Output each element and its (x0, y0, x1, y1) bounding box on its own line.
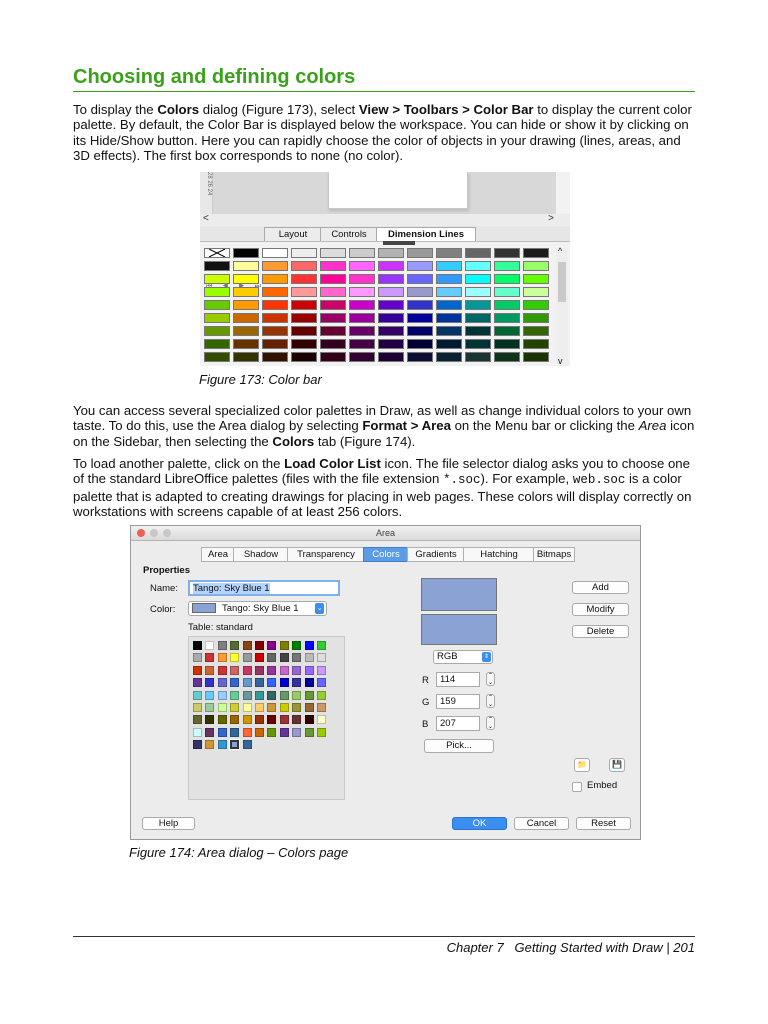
color-swatch[interactable] (494, 339, 520, 349)
color-swatch[interactable] (262, 274, 288, 284)
old-color-preview (421, 578, 497, 611)
delete-button[interactable]: Delete (572, 625, 629, 638)
color-swatch[interactable] (204, 274, 230, 284)
color-table-swatch[interactable] (317, 666, 326, 675)
color-swatch[interactable] (262, 326, 288, 336)
color-table-swatch[interactable] (243, 691, 252, 700)
color-table-swatch[interactable] (255, 703, 264, 712)
color-swatch[interactable] (494, 248, 520, 258)
b-input[interactable]: 207 (436, 716, 480, 731)
color-swatch[interactable] (465, 326, 491, 336)
new-color-preview (421, 614, 497, 645)
color-table-swatch[interactable] (292, 653, 301, 662)
color-table-swatch[interactable] (267, 703, 276, 712)
color-table-swatch[interactable] (255, 641, 264, 650)
color-table-swatch[interactable] (243, 728, 252, 737)
color-swatch[interactable] (262, 313, 288, 323)
color-swatch[interactable] (523, 339, 549, 349)
color-table-swatch[interactable] (292, 715, 301, 724)
color-table-swatch[interactable] (205, 703, 214, 712)
paragraph-color-bar: To display the Colors dialog (Figure 173), select View > Toolbars > Color Bar to display the current color palette. By default, the Color Bar is displayed below the workspace. You can hide or show it by clicking on its Hide/Show button. Here you can rapidly choose the color of objects in your drawing (lines, areas, and 3D effects). The first box corresponds to none (no color). (73, 102, 692, 164)
color-swatch[interactable] (320, 313, 346, 323)
color-swatch[interactable] (523, 287, 549, 297)
b-spinner-icon[interactable]: ⌃ ⌄ (487, 717, 494, 730)
color-table-swatch[interactable] (243, 715, 252, 724)
save-color-list-icon[interactable]: 💾 (609, 758, 625, 772)
color-swatch[interactable] (378, 300, 404, 310)
color-swatch[interactable] (233, 313, 259, 323)
layer-tabs (200, 226, 570, 290)
color-swatch[interactable] (349, 300, 375, 310)
color-swatch[interactable] (407, 339, 433, 349)
color-table-swatch[interactable] (280, 715, 289, 724)
color-swatch[interactable] (233, 352, 259, 362)
g-spinner-icon[interactable]: ⌃ ⌄ (487, 695, 494, 708)
footer-title: Getting Started with Draw (514, 940, 663, 955)
color-table-swatch[interactable] (267, 728, 276, 737)
color-table-swatch[interactable] (218, 715, 227, 724)
color-swatch[interactable] (494, 313, 520, 323)
color-table-swatch[interactable] (230, 653, 239, 662)
color-table-swatch[interactable] (292, 641, 301, 650)
tab-area[interactable]: Area (201, 547, 235, 562)
load-color-list-icon[interactable]: 📁 (574, 758, 590, 772)
color-swatch[interactable] (407, 300, 433, 310)
color-table-swatch[interactable] (280, 678, 289, 687)
color-swatch[interactable] (233, 274, 259, 284)
tab-controls[interactable]: Controls (320, 227, 378, 241)
tab-shadow[interactable]: Shadow (233, 547, 289, 562)
zoom-window-icon[interactable] (163, 529, 171, 537)
color-table-swatch[interactable] (205, 728, 214, 737)
color-table-swatch[interactable] (317, 703, 326, 712)
color-table-swatch[interactable] (280, 728, 289, 737)
color-table-swatch[interactable] (218, 666, 227, 675)
color-table-swatch[interactable] (218, 691, 227, 700)
color-table-swatch[interactable] (317, 653, 326, 662)
color-table-swatch[interactable] (267, 653, 276, 662)
vertical-ruler: 28 26 24 (200, 172, 213, 214)
color-table-swatch[interactable] (193, 740, 202, 749)
color-table-swatch[interactable] (280, 641, 289, 650)
color-swatch[interactable] (349, 261, 375, 271)
color-table-swatch[interactable] (317, 728, 326, 737)
color-swatch[interactable] (407, 261, 433, 271)
color-swatch[interactable] (378, 287, 404, 297)
figure-174-caption: Figure 174: Area dialog – Colors page (129, 845, 349, 860)
color-swatch[interactable] (291, 326, 317, 336)
color-swatch[interactable] (204, 261, 230, 271)
ok-button[interactable]: OK (452, 817, 507, 830)
color-table-swatch[interactable] (305, 641, 314, 650)
color-swatch[interactable] (204, 287, 230, 297)
updown-chevron-icon[interactable]: ⇕ (483, 654, 490, 660)
color-swatch[interactable] (204, 339, 230, 349)
color-swatch[interactable] (349, 339, 375, 349)
color-table-swatch[interactable] (243, 703, 252, 712)
color-swatch[interactable] (523, 274, 549, 284)
add-button[interactable]: Add (572, 581, 629, 594)
close-window-icon[interactable] (137, 529, 145, 537)
color-swatch[interactable] (465, 261, 491, 271)
color-table-swatch[interactable] (280, 703, 289, 712)
color-swatch[interactable] (204, 300, 230, 310)
color-swatch[interactable] (436, 287, 462, 297)
color-table-swatch[interactable] (218, 641, 227, 650)
color-swatch[interactable] (436, 274, 462, 284)
color-table-swatch[interactable] (267, 641, 276, 650)
color-swatch[interactable] (291, 300, 317, 310)
color-table-swatch[interactable] (305, 653, 314, 662)
color-swatch[interactable] (320, 339, 346, 349)
color-swatch[interactable] (262, 352, 288, 362)
color-table-swatch[interactable] (205, 653, 214, 662)
color-swatch[interactable] (233, 287, 259, 297)
color-swatch[interactable] (407, 313, 433, 323)
color-swatch[interactable] (233, 261, 259, 271)
color-swatch[interactable] (378, 326, 404, 336)
color-swatch[interactable] (320, 248, 346, 258)
tab-bitmaps[interactable]: Bitmaps (533, 547, 575, 562)
tab-layout[interactable]: Layout (264, 227, 322, 241)
color-swatch[interactable] (407, 248, 433, 258)
tab-dimension-lines[interactable]: Dimension Lines (376, 227, 476, 241)
color-swatch[interactable] (320, 261, 346, 271)
color-dropdown-swatch (192, 603, 216, 613)
color-swatch[interactable] (291, 261, 317, 271)
color-table-swatch[interactable] (267, 715, 276, 724)
color-table-swatch[interactable] (292, 703, 301, 712)
color-swatch[interactable] (465, 300, 491, 310)
color-swatch[interactable] (378, 274, 404, 284)
color-swatch[interactable] (407, 287, 433, 297)
color-swatch[interactable] (349, 326, 375, 336)
color-table-swatch[interactable] (280, 666, 289, 675)
color-swatch[interactable] (436, 248, 462, 258)
color-swatch[interactable] (465, 274, 491, 284)
color-swatch[interactable] (523, 261, 549, 271)
color-swatch[interactable] (494, 352, 520, 362)
color-swatch[interactable] (291, 352, 317, 362)
color-table-swatch[interactable] (243, 666, 252, 675)
color-table-swatch[interactable] (193, 666, 202, 675)
color-table-swatch[interactable] (317, 678, 326, 687)
color-swatch[interactable] (523, 248, 549, 258)
color-swatch[interactable] (204, 313, 230, 323)
color-swatch[interactable] (233, 300, 259, 310)
color-table-swatch[interactable] (230, 641, 239, 650)
color-swatch[interactable] (233, 339, 259, 349)
color-table-swatch[interactable] (267, 678, 276, 687)
color-swatch[interactable] (407, 352, 433, 362)
color-swatch[interactable] (494, 261, 520, 271)
embed-label: Embed (587, 780, 618, 791)
table-label: Table: standard (188, 622, 253, 633)
hide-show-handle[interactable] (383, 241, 415, 245)
color-table-swatch[interactable] (193, 691, 202, 700)
color-swatch[interactable] (262, 300, 288, 310)
color-table-swatch[interactable] (305, 691, 314, 700)
scroll-right-icon[interactable]: > (548, 213, 554, 224)
color-swatch[interactable] (349, 287, 375, 297)
color-swatch[interactable] (233, 248, 259, 258)
color-table-swatch[interactable] (317, 715, 326, 724)
color-table (188, 636, 345, 800)
color-table-swatch[interactable] (243, 653, 252, 662)
color-label: Color: (150, 604, 176, 615)
color-table-swatch[interactable] (193, 678, 202, 687)
tab-gradients[interactable]: Gradients (407, 547, 465, 562)
b-label: B (422, 719, 429, 730)
color-table-swatch[interactable] (305, 678, 314, 687)
heading-rule (73, 91, 695, 92)
color-swatch[interactable] (233, 326, 259, 336)
paragraph-area-dialog: You can access several specialized color palettes in Draw, as well as change individual colors to your own taste. To do this, use the Area dialog by selecting Format > Area on the Menu bar or clicking the Area icon on the Sidebar, then selecting the Colors tab (Figure 174). (73, 403, 695, 449)
color-table-swatch[interactable] (255, 728, 264, 737)
tab-hatching[interactable]: Hatching (463, 547, 535, 562)
color-swatch[interactable] (436, 352, 462, 362)
scroll-left-icon[interactable]: < (203, 213, 209, 224)
color-swatch[interactable] (465, 287, 491, 297)
color-table-swatch[interactable] (218, 740, 227, 749)
color-swatch[interactable] (494, 274, 520, 284)
color-table-swatch[interactable] (193, 728, 202, 737)
color-swatch[interactable] (349, 248, 375, 258)
color-table-swatch[interactable] (267, 666, 276, 675)
color-table-swatch[interactable] (205, 641, 214, 650)
color-swatch[interactable] (465, 248, 491, 258)
pick-button[interactable]: Pick... (424, 739, 494, 753)
scroll-thumb[interactable] (558, 262, 566, 302)
color-swatch[interactable] (291, 313, 317, 323)
palette-scrollbar[interactable] (556, 248, 568, 366)
color-swatch[interactable] (291, 287, 317, 297)
g-input[interactable]: 159 (436, 694, 480, 709)
color-swatch[interactable] (291, 274, 317, 284)
color-table-swatch[interactable] (218, 728, 227, 737)
color-table-swatch[interactable] (230, 728, 239, 737)
color-table-swatch[interactable] (255, 653, 264, 662)
tab-nav-icons[interactable]: ⏭ (254, 283, 265, 290)
color-table-swatch[interactable] (292, 728, 301, 737)
dialog-title: Area (375, 528, 395, 538)
color-dropdown[interactable]: Tango: Sky Blue 1 ⌄ (188, 601, 327, 616)
color-table-swatch[interactable] (205, 666, 214, 675)
no-color-swatch[interactable] (204, 248, 230, 258)
paragraph-load-palette: To load another palette, click on the Load Color List icon. The file selector dialog asks you to choose one of the standard LibreOffice palettes (files with the file extension *.soc). For example, web.soc is a color palette that is adapted to creating drawings for placing in web pages. These colors will display correctly on workstations with screens capable of at least 256 colors. (73, 456, 692, 520)
color-swatch[interactable] (436, 326, 462, 336)
properties-heading: Properties (143, 565, 190, 576)
color-swatch[interactable] (378, 313, 404, 323)
color-swatch[interactable] (494, 300, 520, 310)
cancel-button[interactable]: Cancel (514, 817, 569, 830)
horizontal-scrollbar[interactable] (200, 214, 570, 226)
color-swatch[interactable] (349, 274, 375, 284)
color-swatch[interactable] (465, 352, 491, 362)
r-spinner-icon[interactable]: ⌃ ⌄ (487, 673, 494, 686)
color-swatch[interactable] (465, 339, 491, 349)
color-table-swatch[interactable] (218, 703, 227, 712)
color-swatch[interactable] (436, 261, 462, 271)
color-table-swatch[interactable] (255, 678, 264, 687)
footer-chapter: Chapter 7 (446, 940, 504, 955)
scroll-up-icon[interactable]: ^ (558, 246, 563, 256)
color-swatch[interactable] (349, 352, 375, 362)
color-swatch[interactable] (378, 261, 404, 271)
name-input[interactable]: Tango: Sky Blue 1 (188, 580, 340, 596)
color-table-swatch[interactable] (292, 666, 301, 675)
color-table-swatch[interactable] (292, 691, 301, 700)
color-model-select[interactable]: RGB ⇕ (433, 650, 493, 664)
color-swatch[interactable] (320, 300, 346, 310)
color-table-swatch[interactable] (280, 691, 289, 700)
r-input[interactable]: 114 (436, 672, 480, 687)
color-swatch[interactable] (523, 352, 549, 362)
tab-transparency[interactable]: Transparency (287, 547, 365, 562)
footer-rule (73, 936, 695, 937)
color-table-swatch[interactable] (255, 715, 264, 724)
drawing-page (328, 172, 468, 209)
color-swatch[interactable] (204, 352, 230, 362)
color-table-swatch[interactable] (193, 703, 202, 712)
r-label: R (422, 675, 429, 686)
color-table-swatch[interactable] (230, 703, 239, 712)
color-table-swatch[interactable] (218, 678, 227, 687)
chevron-down-icon[interactable]: ⌄ (316, 605, 323, 612)
color-bar-screenshot (200, 172, 570, 366)
color-swatch[interactable] (407, 326, 433, 336)
color-swatch[interactable] (349, 313, 375, 323)
color-swatch[interactable] (407, 274, 433, 284)
color-swatch[interactable] (436, 300, 462, 310)
area-dialog (130, 525, 641, 840)
embed-checkbox[interactable] (572, 782, 582, 792)
page-footer (447, 940, 695, 955)
dialog-titlebar (131, 526, 640, 541)
color-table-swatch[interactable] (230, 740, 239, 749)
color-table-swatch[interactable] (305, 703, 314, 712)
color-table-swatch[interactable] (205, 740, 214, 749)
g-label: G (422, 697, 430, 708)
color-table-swatch[interactable] (305, 715, 314, 724)
color-table-swatch[interactable] (205, 678, 214, 687)
color-table-swatch[interactable] (218, 653, 227, 662)
color-table-swatch[interactable] (255, 666, 264, 675)
color-swatch[interactable] (494, 287, 520, 297)
color-swatch[interactable] (436, 339, 462, 349)
reset-button[interactable]: Reset (576, 817, 631, 830)
color-swatch[interactable] (291, 248, 317, 258)
color-swatch[interactable] (320, 352, 346, 362)
color-table-swatch[interactable] (305, 728, 314, 737)
minimize-window-icon[interactable] (150, 529, 158, 537)
figure-173-caption: Figure 173: Color bar (199, 372, 322, 387)
color-swatch[interactable] (523, 326, 549, 336)
color-swatch[interactable] (262, 287, 288, 297)
color-table-swatch[interactable] (193, 715, 202, 724)
color-swatch[interactable] (436, 313, 462, 323)
color-table-swatch[interactable] (230, 691, 239, 700)
color-swatch[interactable] (523, 300, 549, 310)
color-table-swatch[interactable] (193, 641, 202, 650)
color-swatch[interactable] (262, 339, 288, 349)
tab-colors[interactable]: Colors (363, 547, 409, 562)
color-table-swatch[interactable] (230, 678, 239, 687)
color-table-swatch[interactable] (305, 666, 314, 675)
color-swatch[interactable] (204, 326, 230, 336)
color-table-swatch[interactable] (205, 691, 214, 700)
color-table-swatch[interactable] (205, 715, 214, 724)
color-table-swatch[interactable] (292, 678, 301, 687)
color-swatch[interactable] (320, 326, 346, 336)
color-table-swatch[interactable] (230, 715, 239, 724)
color-table-swatch[interactable] (255, 691, 264, 700)
footer-page-number: 201 (673, 940, 695, 955)
color-table-swatch[interactable] (267, 691, 276, 700)
modify-button[interactable]: Modify (572, 603, 629, 616)
color-table-swatch[interactable] (243, 740, 252, 749)
color-table-swatch[interactable] (230, 666, 239, 675)
page-heading: Choosing and defining colors (73, 66, 356, 88)
color-swatch[interactable] (465, 313, 491, 323)
workspace-area (210, 172, 556, 214)
footer-separator: | (666, 940, 670, 955)
color-table-swatch[interactable] (317, 691, 326, 700)
color-swatch[interactable] (320, 287, 346, 297)
color-table-swatch[interactable] (317, 641, 326, 650)
color-table-swatch[interactable] (243, 641, 252, 650)
color-table-swatch[interactable] (193, 653, 202, 662)
help-button[interactable]: Help (142, 817, 195, 830)
color-swatch[interactable] (262, 248, 288, 258)
color-swatch[interactable] (320, 274, 346, 284)
color-swatch[interactable] (494, 326, 520, 336)
color-table-swatch[interactable] (280, 653, 289, 662)
color-swatch[interactable] (262, 261, 288, 271)
color-swatch[interactable] (523, 313, 549, 323)
color-swatch[interactable] (378, 352, 404, 362)
color-table-swatch[interactable] (243, 678, 252, 687)
color-swatch[interactable] (378, 248, 404, 258)
color-swatch[interactable] (378, 339, 404, 349)
scroll-down-icon[interactable]: v (558, 356, 563, 366)
name-label: Name: (150, 583, 178, 594)
color-swatch[interactable] (291, 339, 317, 349)
